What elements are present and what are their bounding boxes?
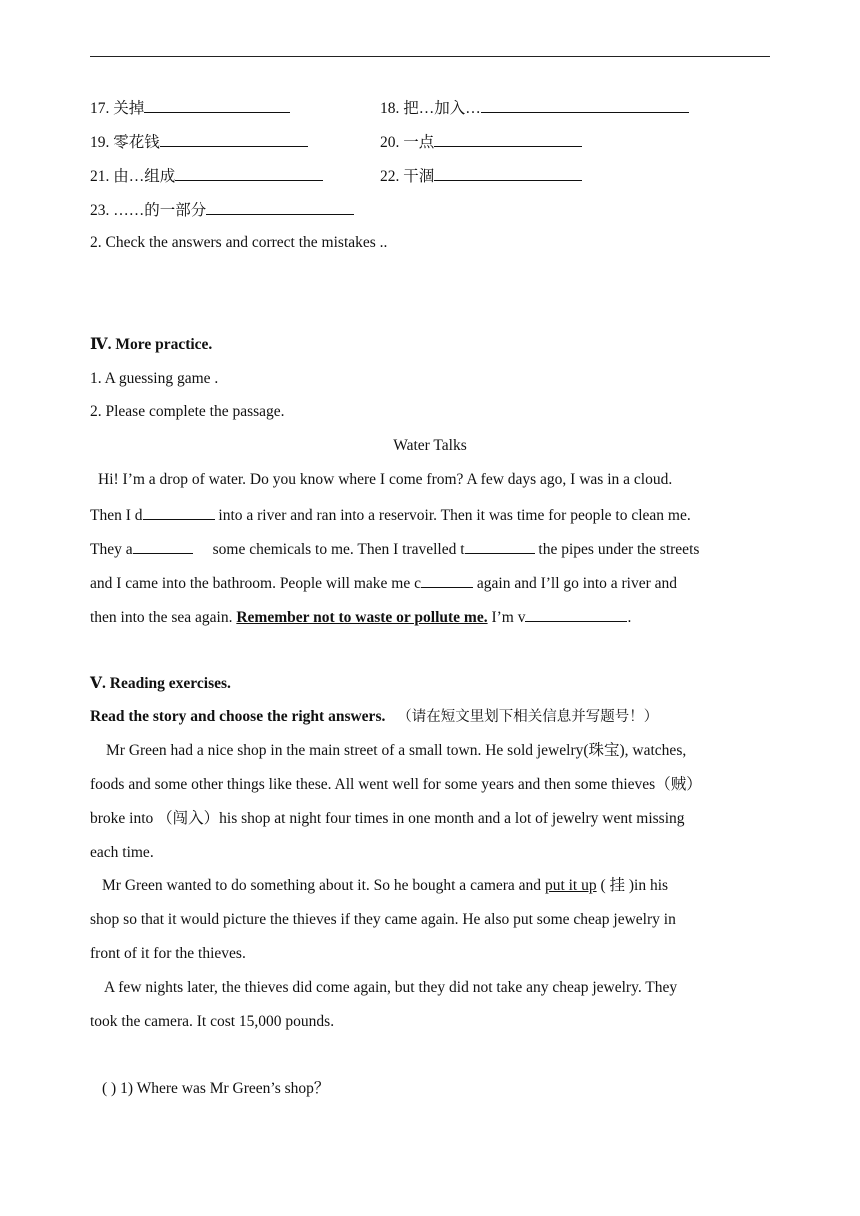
passage-line-2 <box>90 504 772 526</box>
vocab-item-18 <box>380 97 689 119</box>
passage-title: Water Talks <box>393 437 467 454</box>
instruction-text-cn: （请在短文里划下相关信息并写题号！） <box>397 709 659 725</box>
passage-line-2-end: into a river and ran into a reservoir. Then it was time for people to clean me. <box>214 507 691 524</box>
story-para-1-line-4: each time. <box>90 844 154 861</box>
answer-blank-19[interactable] <box>160 131 308 147</box>
passage-line-4-start: and I came into the bathroom. People will make me c <box>90 575 421 592</box>
vocab-item-19-label: 19. 零花钱 <box>90 134 160 151</box>
passage-line-4-end: again and I’ll go into a river and <box>473 575 678 592</box>
vocab-item-17 <box>90 97 290 119</box>
vocab-item-23 <box>90 199 354 221</box>
passage-line-1: Hi! I’m a drop of water. Do you know where I come from? A few days ago, I was in a cloud. <box>98 471 673 488</box>
vocab-item-22 <box>380 165 582 187</box>
section-5-instruction <box>90 707 658 727</box>
story-para-2-line-2: shop so that it would picture the thieves if they came again. He also put some cheap jewelry in <box>90 911 676 928</box>
answer-blank-20[interactable] <box>434 131 582 147</box>
vocab-item-22-label: 22. 干涸 <box>380 168 435 185</box>
story-para-1-line-2: foods and some other things like these. All went well for some years and then some thieves（贼） <box>90 776 702 793</box>
story-para-2-line-3: front of it for the thieves. <box>90 945 246 962</box>
blank-d[interactable] <box>143 504 215 520</box>
answer-blank-21[interactable] <box>175 165 323 181</box>
story-para-1-line-3: broke into （闯入）his shop at night four times in one month and a lot of jewelry went missing <box>90 810 685 827</box>
blank-c[interactable] <box>421 572 473 588</box>
vocab-item-17-label: 17. 关掉 <box>90 100 145 117</box>
passage-line-5-mid: I’m v <box>487 609 526 626</box>
instruction-text: Read the story and choose the right answers. <box>90 708 386 725</box>
story-para-1-line-1: Mr Green had a nice shop in the main street of a small town. He sold jewelry(珠宝), watches, <box>106 742 687 759</box>
vocab-item-19 <box>90 131 308 153</box>
story-para-2-line-1 <box>102 876 668 896</box>
answer-blank-18[interactable] <box>481 97 689 113</box>
section-5-heading: Ⅴ. Reading exercises. <box>90 675 231 692</box>
story-para-2-line-1-end: ( 挂 )in his <box>596 877 669 894</box>
section-4-item-2: 2. Please complete the passage. <box>90 403 285 420</box>
passage-line-2-start: Then I d <box>90 507 143 524</box>
vocab-item-21 <box>90 165 323 187</box>
passage-line-3-mid: some chemicals to me. Then I travelled t <box>212 541 465 558</box>
blank-v[interactable] <box>525 606 627 622</box>
passage-emphasis: Remember not to waste or pollute me. <box>236 609 488 626</box>
passage-line-5-end: . <box>627 609 632 626</box>
passage-line-5-start: then into the sea again. <box>90 609 237 626</box>
answer-blank-17[interactable] <box>144 97 290 113</box>
passage-line-3-end: the pipes under the streets <box>534 541 700 558</box>
passage-line-4 <box>90 572 772 594</box>
question-1: ( ) 1) Where was Mr Green’s shop？ <box>102 1080 330 1097</box>
passage-line-3-start: They a <box>90 541 133 558</box>
story-para-3-line-1: A few nights later, the thieves did come again, but they did not take any cheap jewelry. They <box>104 979 678 996</box>
vocab-item-23-label: 23. ……的一部分 <box>90 202 207 219</box>
put-it-up-phrase: put it up <box>544 877 597 894</box>
vocab-item-18-label: 18. 把…加入… <box>380 100 481 117</box>
check-instruction: 2. Check the answers and correct the mistakes .. <box>90 234 388 251</box>
vocab-item-21-label: 21. 由…组成 <box>90 168 176 185</box>
story-para-3-line-2: took the camera. It cost 15,000 pounds. <box>90 1013 335 1030</box>
blank-a[interactable] <box>133 538 193 554</box>
passage-line-5 <box>90 606 631 628</box>
vocab-item-20-label: 20. 一点 <box>380 134 435 151</box>
section-4-item-1: 1. A guessing game . <box>90 370 219 387</box>
blank-t[interactable] <box>465 538 535 554</box>
section-4-heading: Ⅳ. More practice. <box>90 336 213 353</box>
answer-blank-23[interactable] <box>206 199 354 215</box>
vocab-item-20 <box>380 131 582 153</box>
story-para-2-line-1-start: Mr Green wanted to do something about it. So he bought a camera and <box>102 877 545 894</box>
answer-blank-22[interactable] <box>434 165 582 181</box>
header-rule <box>90 56 770 57</box>
passage-line-3 <box>90 538 772 560</box>
